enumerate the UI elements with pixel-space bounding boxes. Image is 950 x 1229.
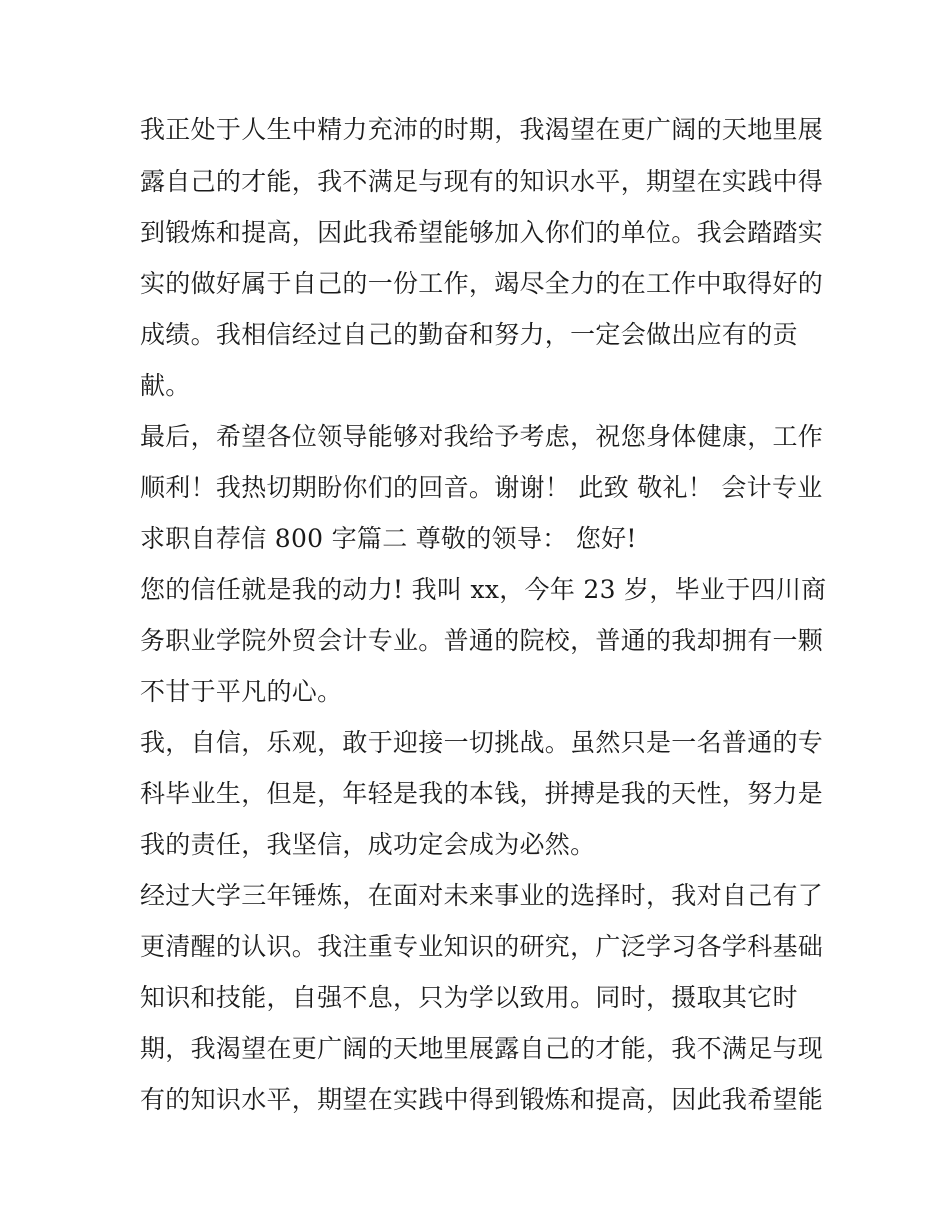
- text-line: 实的做好属于自己的一份工作，竭尽全力的在工作中取得好的: [140, 269, 824, 298]
- text-line: 有的知识水平，期望在实践中得到锻炼和提高，因此我希望能: [140, 1085, 824, 1114]
- text-line: 最后，希望各位领导能够对我给予考虑，祝您身体健康，工作: [140, 422, 824, 451]
- text-line: 知识和技能，自强不息，只为学以致用。同时，摄取其它时: [140, 983, 798, 1012]
- text-line: 我的责任，我坚信，成功定会成为必然。: [140, 830, 596, 859]
- text-line: 期，我渴望在更广阔的天地里展露自己的才能，我不满足与现: [140, 1034, 824, 1063]
- text-line: 献。: [140, 371, 191, 400]
- text-line: 露自己的才能，我不满足与现有的知识水平，期望在实践中得: [140, 167, 824, 196]
- text-line: 务职业学院外贸会计专业。普通的院校，普通的我却拥有一颗: [140, 626, 824, 655]
- text-line: 不甘于平凡的心。: [140, 677, 343, 706]
- text-line: 您的信任就是我的动力! 我叫 xx，今年 23 岁，毕业于四川商: [140, 575, 827, 604]
- text-line: 经过大学三年锤炼，在面对未来事业的选择时，我对自己有了: [140, 881, 824, 910]
- text-line: 顺利！我热切期盼你们的回音。谢谢！ 此致 敬礼！ 会计专业: [140, 473, 823, 502]
- text-line: 我，自信，乐观，敢于迎接一切挑战。虽然只是一名普通的专: [140, 728, 824, 757]
- text-line: 科毕业生，但是，年轻是我的本钱，拼搏是我的天性，努力是: [140, 779, 824, 808]
- text-line: 更清醒的认识。我注重专业知识的研究，广泛学习各学科基础: [140, 932, 824, 961]
- text-line: 到锻炼和提高，因此我希望能够加入你们的单位。我会踏踏实: [140, 218, 824, 247]
- text-line: 成绩。我相信经过自己的勤奋和努力，一定会做出应有的贡: [140, 320, 798, 349]
- text-line: 我正处于人生中精力充沛的时期，我渴望在更广阔的天地里展: [140, 115, 824, 144]
- text-line: 求职自荐信 800 字篇二 尊敬的领导： 您好!: [140, 524, 637, 553]
